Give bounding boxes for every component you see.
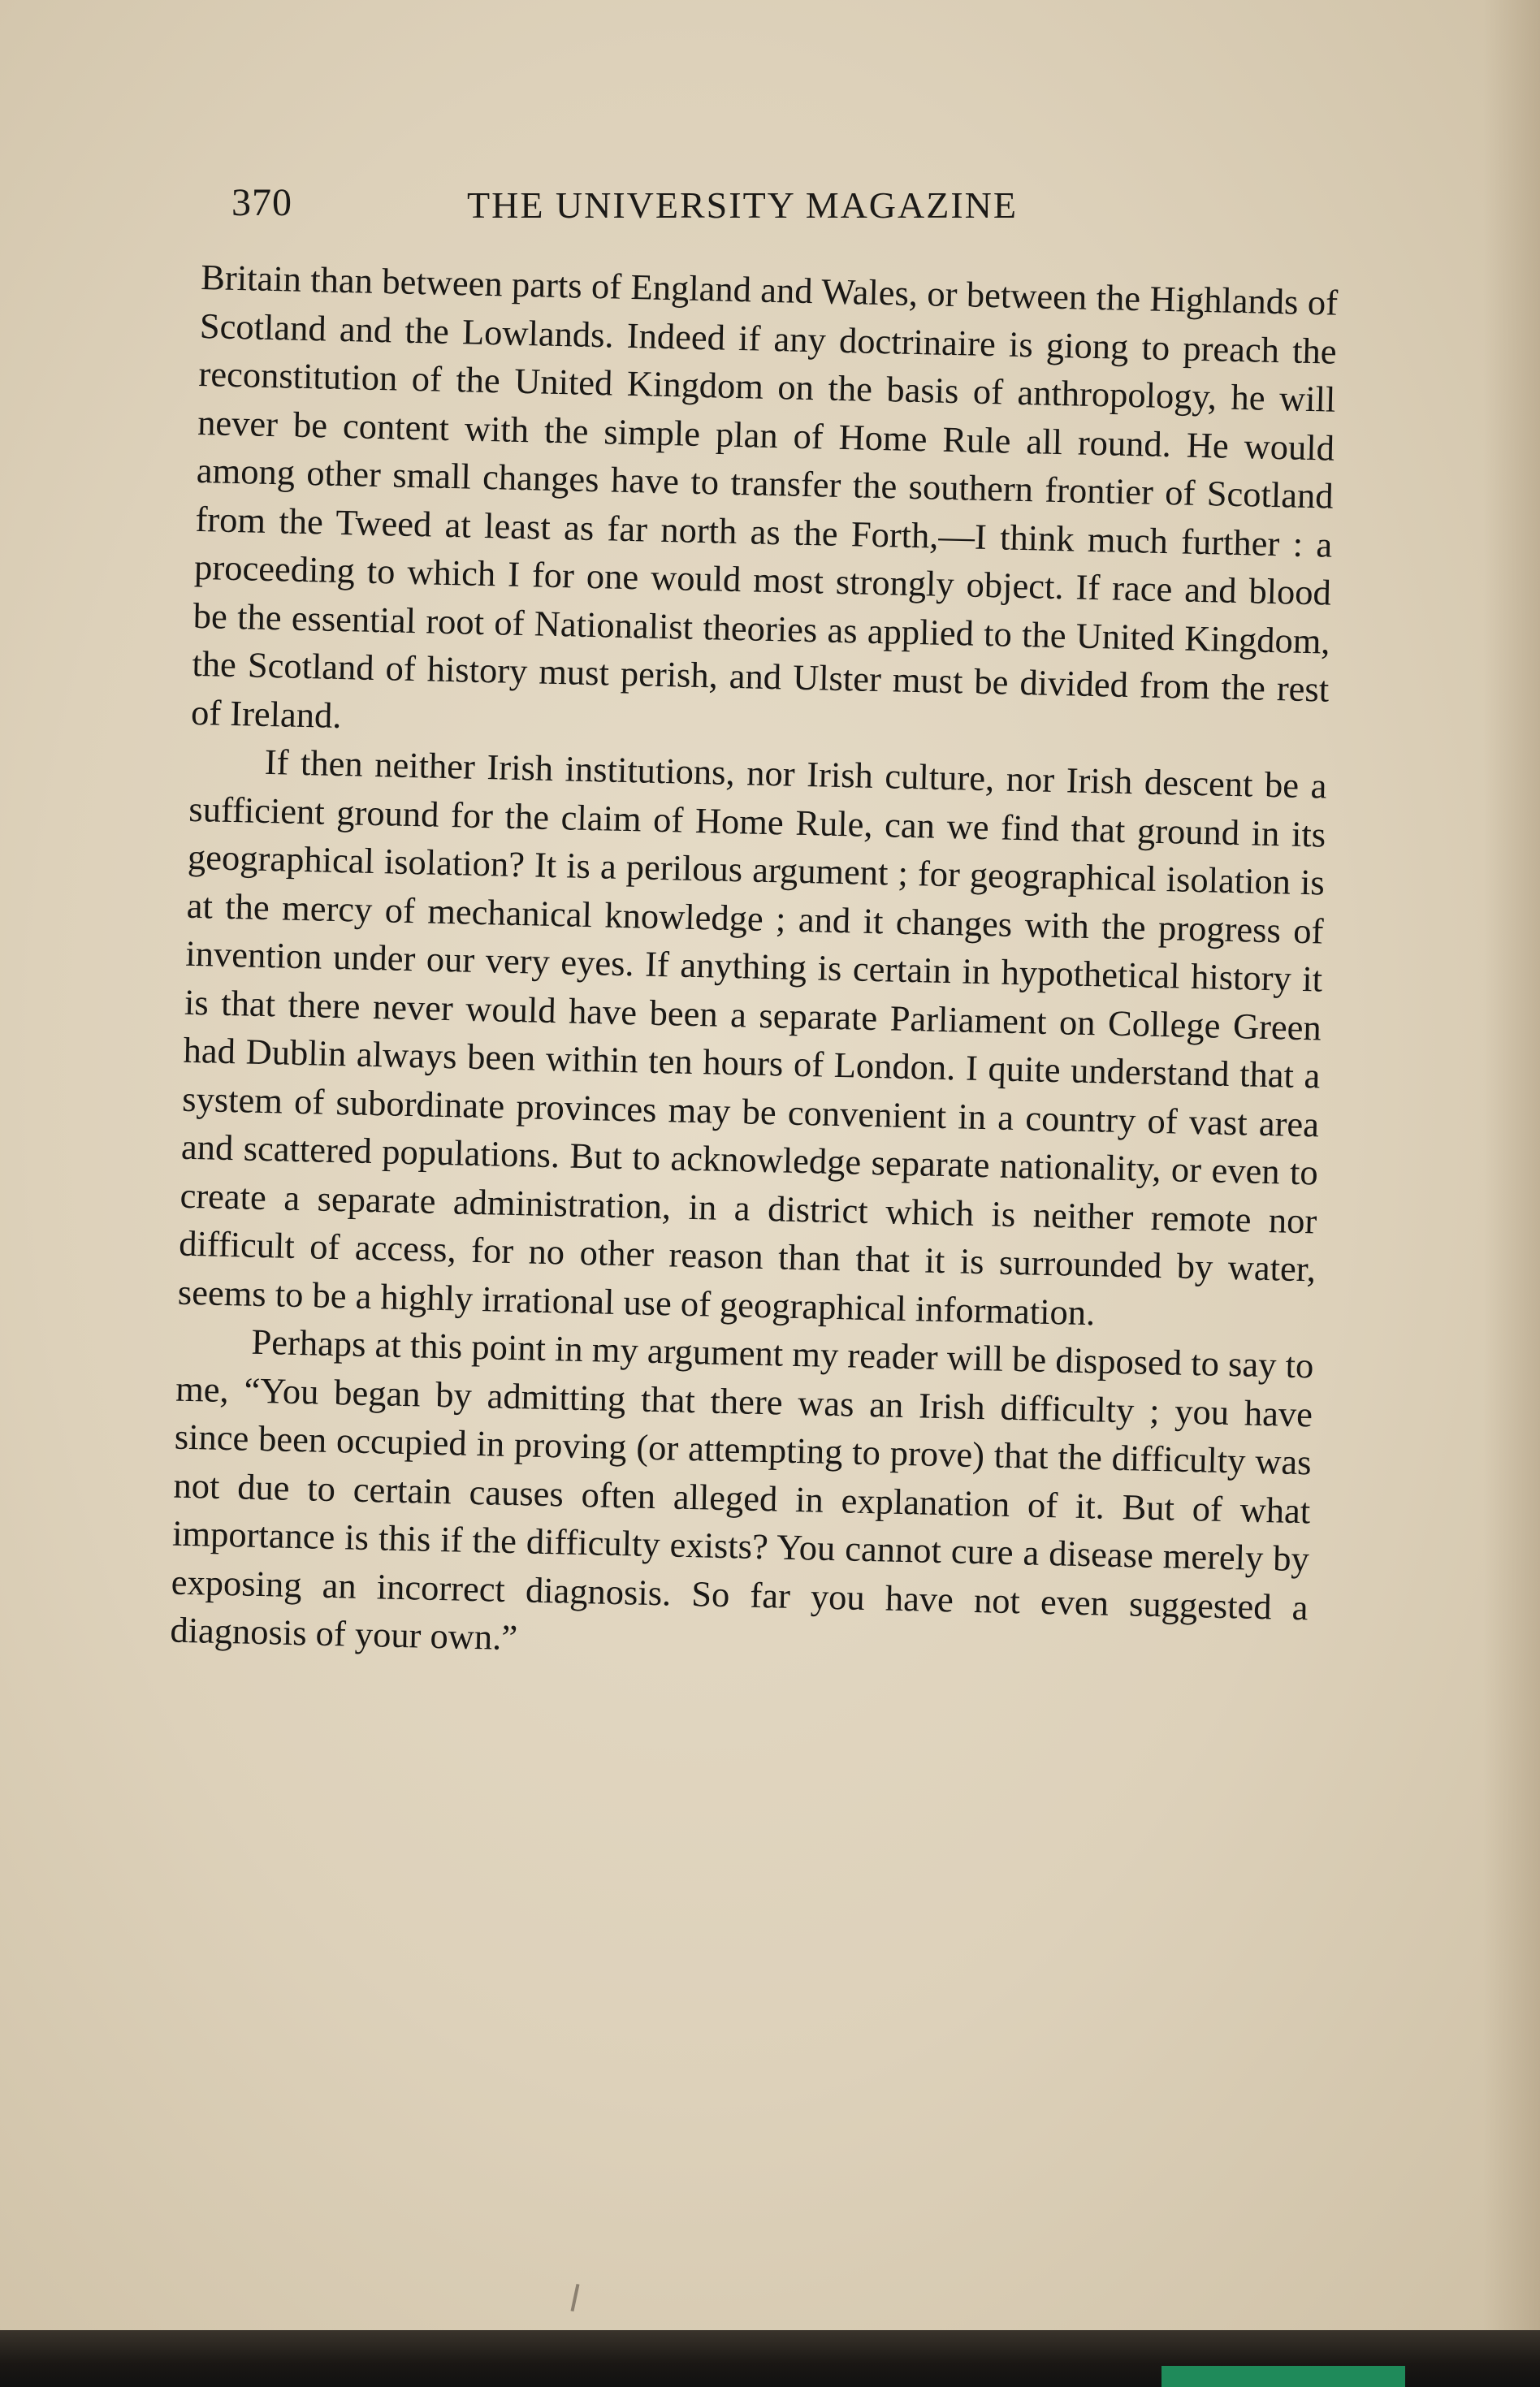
page-edge-shadow <box>1483 0 1540 2387</box>
body-text <box>170 253 1339 1680</box>
paragraph-2: If then neither Irish institutions, nor Irish culture, nor Irish descent be a sufficient ground for the claim of Home Rule, can we find that ground in its geographical isolation? It is a perilous argument ; for geographical isolation is at the mercy of mechanical knowledge ; and it changes with the progress of invention under our very eyes. If anything is certain in hypothetical history it is that there never would have been a separate Parliament on College Green had Dublin always been within ten hours of London. I quite understand that a system of subordinate provinces may be convenient in a country of vast area and scattered populations. But to acknowledge separate nationality, or even to create a separate administration, in a district which is neither remote nor difficult of access, for no other reason than that it is surrounded by water, seems to be a highly irrational use of geographical information. <box>177 741 1328 1333</box>
running-head <box>231 180 1401 237</box>
journal-title: THE UNIVERSITY MAGAZINE <box>467 184 1018 226</box>
paragraph-3: Perhaps at this point in my argument my reader will be disposed to say to me, “You began by admitting that there was an Irish difficulty ; you have since been occupied in proving (or attempting to prove) that the difficulty was not due to certain causes often alleged in explanation of it. But of what importance is this if the difficulty exists? You cannot cure a disease merely by exposing an incorrect diagnosis. So far you have not even suggested a diagnosis of your own.” <box>169 1321 1314 1658</box>
page-number: 370 <box>231 181 292 224</box>
pencil-mark <box>571 2284 580 2311</box>
green-ribbon <box>1161 2366 1405 2387</box>
paragraph-1: Britain than between parts of England and Wales, or between the Highlands of Scotland and the Lowlands. Indeed if any doctrinaire is giong to preach the reconstitution of the United Kingdom on the basis of anthropology, he will never be content with the simple plan of Home Rule all round. He would among other small changes have to transfer the southern frontier of Scotland from the Tweed at least as far north as the Forth,—I think much further : a proceeding to which I for one would most strongly object. If race and blood be the essential root of Nationalist theories as applied to the United Kingdom, the Scotland of history must perish, and Ulster must be divided from the rest of Ireland. <box>190 256 1339 736</box>
